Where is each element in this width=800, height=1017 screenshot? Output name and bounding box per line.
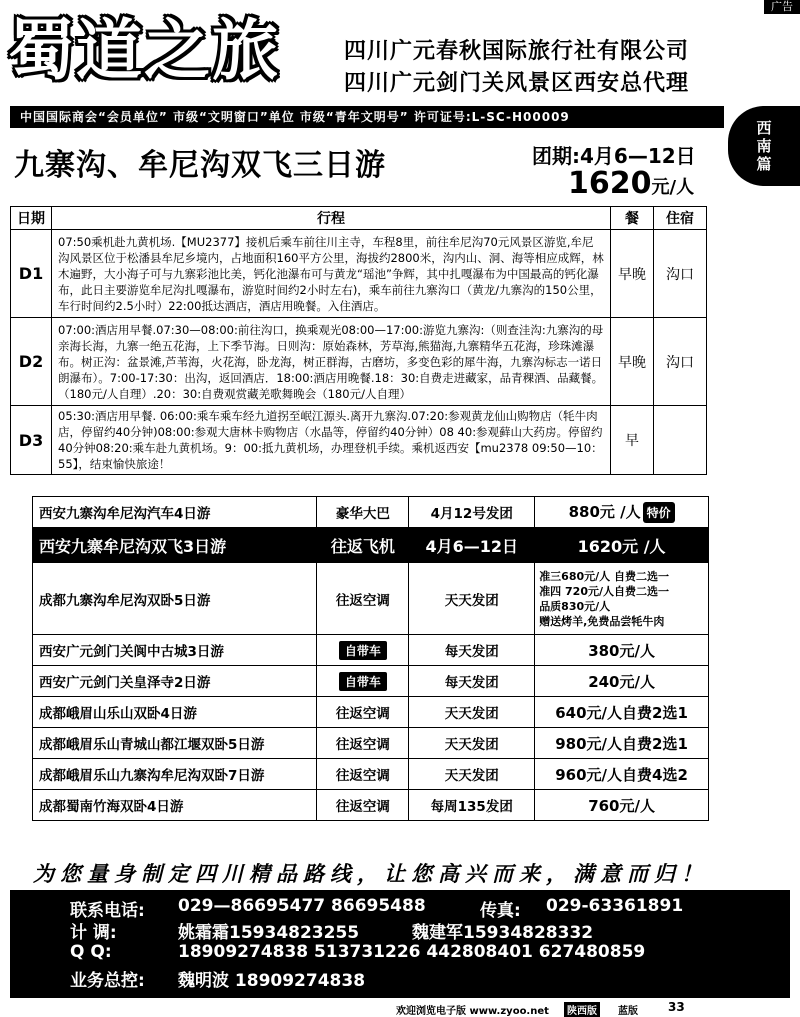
- route-depart: 天天发团: [409, 563, 535, 635]
- day-description: 07:50乘机赴九黄机场.【MU2377】接机后乘车前往川主寺，车程8里，前往牟尼沟70元风景区游览,牟尼沟风景区位于松潘县牟尼乡境内，占地面积160平方公里，海拔约2800米，沟内山、洞、海等相应成辉，林木遍野，大小海子可与九寨彩池比美，钙化池瀑布可与黄龙“瑶池”争辉，其中扎嘎瀑布为中国最高的钙化瀑布，此日主要游览牟尼沟扎嘎瀑布，游览时间约2小时左右)，乘车前往九寨沟口（黄龙/九寨沟的150公里，车行时间约2.5小时）22:00抵达酒店，酒店用晚餐。入住酒店。: [52, 230, 611, 318]
- day-description: 05:30:酒店用早餐. 06:00:乘车乘车经九道拐至岷江源头.离开九寨沟.07:20:参观黄龙仙山购物店（牦牛肉店，停留约40分钟)08:00:参观大唐林卡购物店（水晶等，停留约40分钟）08 40:参观藓山大药房。停留约40分钟08:20:乘车赴九黄机场。9：00:抵九黄机场，办理登机手续。乘机返西安【mu2378 09:50—10：55】，结束愉快旅途！: [52, 406, 611, 475]
- phone-value: 029—86695477 86695488: [178, 896, 426, 916]
- meal-cell: 早: [611, 406, 654, 475]
- region-char: 西: [756, 119, 772, 137]
- day-label: D2: [11, 318, 52, 406]
- price-line: 赠送烤羊,免费品尝牦牛肉: [539, 614, 665, 628]
- route-row: [33, 790, 709, 821]
- route-name: 西安广元剑门关阆中古城3日游: [33, 635, 317, 666]
- fax-label: 传真:: [480, 901, 521, 921]
- route-price: 1620元 /人: [535, 528, 709, 563]
- route-transport: 往返空调: [317, 759, 409, 790]
- footer-edition: 蓝版: [618, 1006, 638, 1017]
- slogan: 为您量身制定四川精品路线，让您高兴而来，满意而归！: [33, 862, 708, 886]
- price-line: 准四 720元/人自费二选一: [539, 584, 669, 598]
- route-row: [33, 563, 709, 635]
- header-date: 日期: [11, 207, 52, 230]
- route-price: 960元/人自费4选2: [535, 759, 709, 790]
- ad-tag: 广告: [764, 0, 800, 14]
- route-name: 成都蜀南竹海双卧4日游: [33, 790, 317, 821]
- planner-label: 计 调:: [70, 923, 117, 943]
- stay-cell: 沟口: [654, 318, 707, 406]
- page-number: 33: [668, 1000, 685, 1014]
- self-drive-badge: 自带车: [339, 672, 387, 691]
- region-tab: [728, 106, 800, 186]
- route-name: 成都峨眉山乐山双卧4日游: [33, 697, 317, 728]
- route-price: 880元 /人: [568, 503, 641, 521]
- header-meal: 餐: [611, 207, 654, 230]
- route-name: 西安九寨沟牟尼沟汽车4日游: [33, 497, 317, 528]
- certification-bar: 中国国际商会“会员单位” 市级“文明窗口”单位 市级“青年文明号” 许可证号:L-SC-H00009: [10, 106, 724, 128]
- day-label: D3: [11, 406, 52, 475]
- route-transport: 豪华大巴: [317, 497, 409, 528]
- contact-panel: [10, 890, 790, 998]
- phone-label: 联系电话:: [70, 901, 145, 921]
- planner-2: 魏建军15934828332: [412, 923, 594, 943]
- itinerary-header: [11, 207, 707, 230]
- meal-cell: 早晚: [611, 230, 654, 318]
- itinerary-table: [10, 206, 707, 475]
- itinerary-row: [11, 318, 707, 406]
- route-transport: 往返空调: [317, 728, 409, 759]
- page-footer: [0, 1000, 800, 1017]
- day-description: 07:00:酒店用早餐.07:30—08:00:前往沟口，换乘观光08:00—17:00:游览九寨沟:（则查洼沟:九寨沟的母亲海长海，九寨一绝五花海，上下季节海。日则沟：原始森林，芳草海,熊猫海,九寨精华五花海，珍珠滩瀑布。树正沟：盆景滩,芦苇海，火花海，卧龙海，树正群海，古磨坊，多变色彩的犀牛海，九寨沟标志一诺日朗瀑布）。7:00-17:30：出沟，返回酒店．18:00:酒店用晚餐.18：30:自费走进藏家，品青稞酒、品藏餐。（180元/人自理）.20：30:自费观赏藏羌歌舞晚会（180元/人自理）: [52, 318, 611, 406]
- qq-label: Q Q:: [70, 942, 112, 962]
- planner-1: 姚霜霜15934823255: [178, 923, 360, 943]
- day-label: D1: [11, 230, 52, 318]
- route-depart: 4月12号发团: [409, 497, 535, 528]
- footer-badge: 陕西版: [564, 1002, 600, 1017]
- logo: 蜀道之旅: [8, 12, 280, 89]
- self-drive-badge: 自带车: [339, 641, 387, 660]
- price-line: 准三680元/人 自费二选一: [539, 569, 669, 583]
- meal-cell: 早晚: [611, 318, 654, 406]
- tour-dates: 团期:4月6—12日: [532, 144, 696, 168]
- route-transport: 往返空调: [317, 563, 409, 635]
- route-depart: 4月6—12日: [409, 528, 535, 563]
- route-price: 980元/人自费2选1: [535, 728, 709, 759]
- route-price: 240元/人: [535, 666, 709, 697]
- route-transport: 往返空调: [317, 697, 409, 728]
- route-depart: 天天发团: [409, 728, 535, 759]
- itinerary-row: [11, 230, 707, 318]
- route-row: [33, 635, 709, 666]
- price-value: 1620: [568, 166, 652, 201]
- route-transport-cell: [317, 666, 409, 697]
- route-name: 西安九寨牟尼沟双飞3日游: [33, 528, 317, 563]
- itinerary-row: [11, 406, 707, 475]
- special-badge: 特价: [643, 502, 675, 523]
- region-char: 南: [756, 137, 772, 155]
- route-row: [33, 666, 709, 697]
- route-depart: 每天发团: [409, 666, 535, 697]
- route-transport-cell: [317, 635, 409, 666]
- route-price-cell: [535, 563, 709, 635]
- route-name: 成都峨眉乐山九寨沟牟尼沟双卧7日游: [33, 759, 317, 790]
- tour-title: 九寨沟、牟尼沟双飞三日游: [14, 148, 386, 183]
- route-depart: 天天发团: [409, 759, 535, 790]
- route-depart: 每周135发团: [409, 790, 535, 821]
- route-name: 成都峨眉乐山青城山都江堰双卧5日游: [33, 728, 317, 759]
- route-row: [33, 497, 709, 528]
- header-route: 行程: [52, 207, 611, 230]
- footer-site: 欢迎浏览电子版 www.zyoo.net: [396, 1006, 549, 1017]
- fax-value: 029-63361891: [546, 896, 684, 916]
- route-row: [33, 697, 709, 728]
- route-depart: 每天发团: [409, 635, 535, 666]
- routes-table: [32, 496, 709, 821]
- route-price: 380元/人: [535, 635, 709, 666]
- route-row-highlight: [33, 528, 709, 563]
- route-name: 成都九寨沟牟尼沟双卧5日游: [33, 563, 317, 635]
- route-price: 640元/人自费2选1: [535, 697, 709, 728]
- manager-value: 魏明波 18909274838: [178, 971, 366, 991]
- region-char: 篇: [756, 155, 772, 173]
- route-transport: 往返空调: [317, 790, 409, 821]
- route-name: 西安广元剑门关皇泽寺2日游: [33, 666, 317, 697]
- company-name: 四川广元春秋国际旅行社有限公司: [344, 39, 690, 64]
- stay-cell: 沟口: [654, 230, 707, 318]
- route-price: 760元/人: [535, 790, 709, 821]
- stay-cell: [654, 406, 707, 475]
- price-line: 品质830元/人: [539, 599, 611, 613]
- qq-numbers: 18909274838 513731226 442808401 627480859: [178, 942, 646, 962]
- company-subtitle: 四川广元剑门关风景区西安总代理: [344, 71, 690, 96]
- tour-price: [568, 166, 694, 201]
- route-row: [33, 759, 709, 790]
- header-stay: 住宿: [654, 207, 707, 230]
- route-transport: 往返飞机: [317, 528, 409, 563]
- route-row: [33, 728, 709, 759]
- manager-label: 业务总控:: [70, 971, 145, 991]
- route-price-cell: [535, 497, 709, 528]
- route-depart: 天天发团: [409, 697, 535, 728]
- price-unit: 元/人: [651, 177, 695, 198]
